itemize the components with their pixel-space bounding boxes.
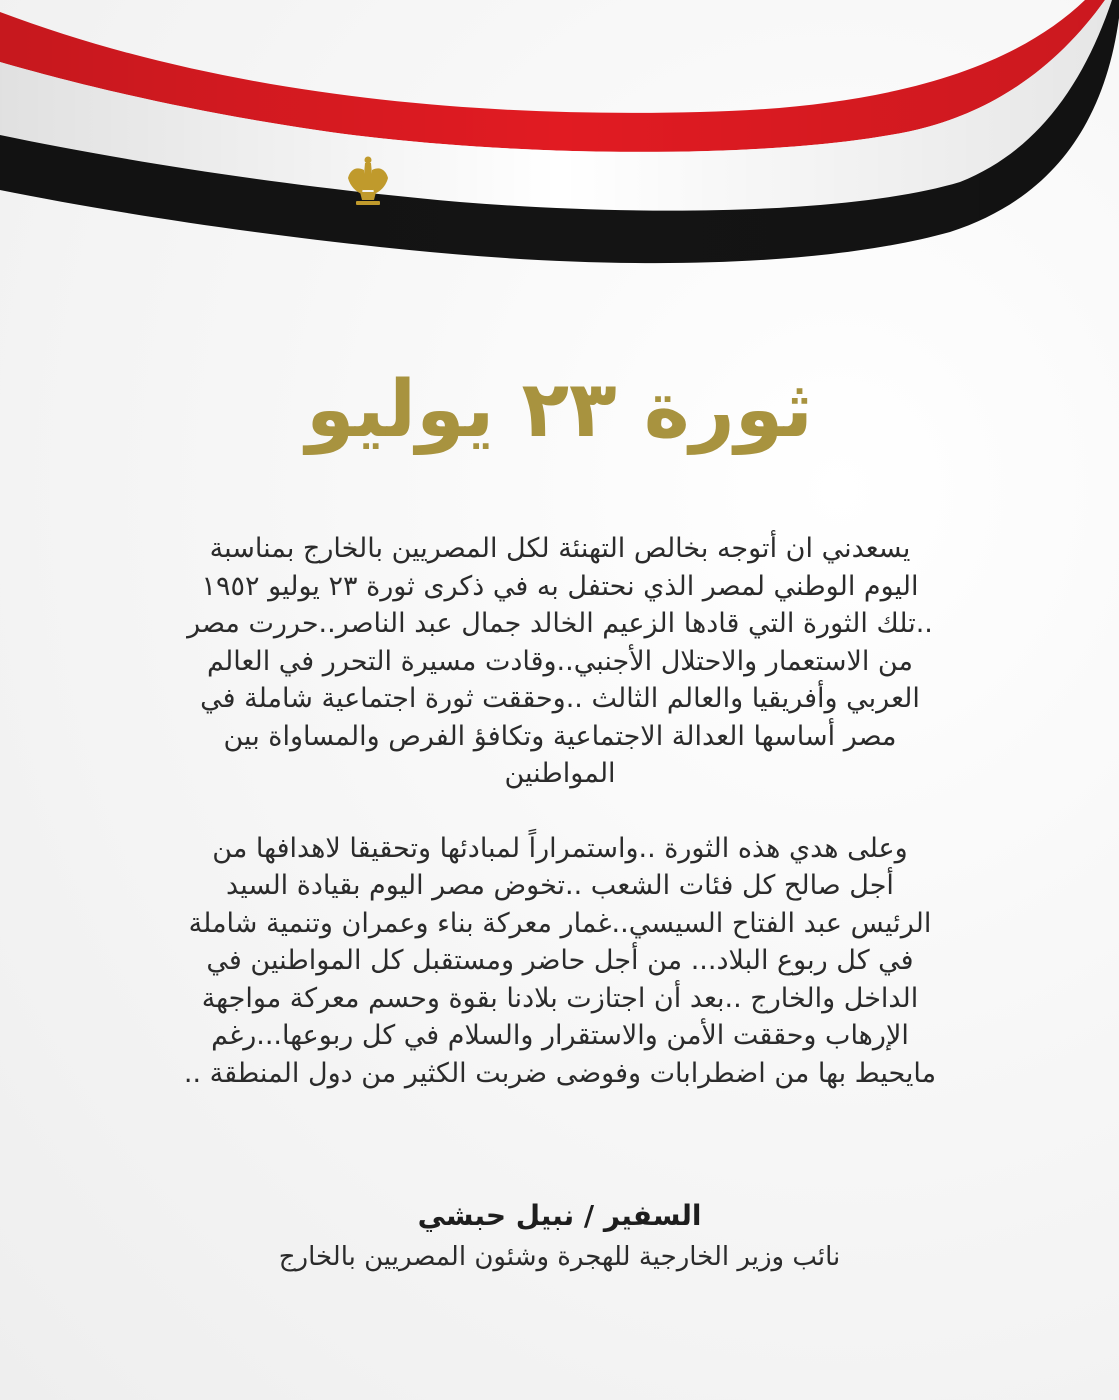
text-line: في كل ربوع البلاد... من أجل حاضر ومستقبل كل المواطنين في bbox=[206, 945, 914, 976]
text-line: وعلى هدي هذه الثورة ..واستمراراً لمبادئها وتحقيقا لاهدافها من bbox=[212, 832, 908, 864]
text-line: من الاستعمار والاحتلال الأجنبي..وقادت مسيرة التحرر في العالم bbox=[207, 645, 913, 677]
signatory-role: نائب وزير الخارجية للهجرة وشئون المصريين بالخارج bbox=[278, 1242, 841, 1272]
text-line: العربي وأفريقيا والعالم الثالث ..وحققت ثورة اجتماعية شاملة في bbox=[200, 683, 920, 714]
text-line: الإرهاب وحققت الأمن والاستقرار والسلام في كل ربوعها...رغم bbox=[211, 1020, 909, 1051]
signatory-name: السفير / نبيل حبشي bbox=[417, 1199, 702, 1232]
text-line: مصر أساسها العدالة الاجتماعية وتكافؤ الفرص والمساواة بين bbox=[223, 720, 897, 752]
text-line: يسعدني ان أتوجه بخالص التهنئة لكل المصريين بالخارج بمناسبة bbox=[209, 533, 911, 564]
text-line: الرئيس عبد الفتاح السيسي..غمار معركة بناء وعمران وتنمية شاملة bbox=[188, 907, 932, 939]
paragraph-1 bbox=[100, 530, 1020, 793]
paragraph-2 bbox=[100, 830, 1020, 1093]
text-line: المواطنين bbox=[504, 758, 616, 789]
text-line: الداخل والخارج ..بعد أن اجتازت بلادنا بقوة وحسم معركة مواجهة bbox=[201, 982, 919, 1014]
text-line: اليوم الوطني لمصر الذي نحتفل به في ذكرى ثورة ٢٣ يوليو ١٩٥٢ bbox=[201, 570, 919, 602]
signature-block bbox=[0, 1195, 1119, 1277]
page-title: ثورة ٢٣ يوليو bbox=[306, 365, 813, 455]
text-line: ..تلك الثورة التي قادها الزعيم الخالد جمال عبد الناصر..حررت مصر bbox=[187, 608, 933, 639]
text-line: أجل صالح كل فئات الشعب ..تخوض مصر اليوم بقيادة السيد bbox=[226, 870, 894, 901]
egypt-flag-ribbon bbox=[0, 0, 1119, 290]
message-body bbox=[100, 530, 1020, 1129]
text-line: مايحيط بها من اضطرابات وفوضى ضربت الكثير من دول المنطقة .. bbox=[183, 1057, 937, 1089]
